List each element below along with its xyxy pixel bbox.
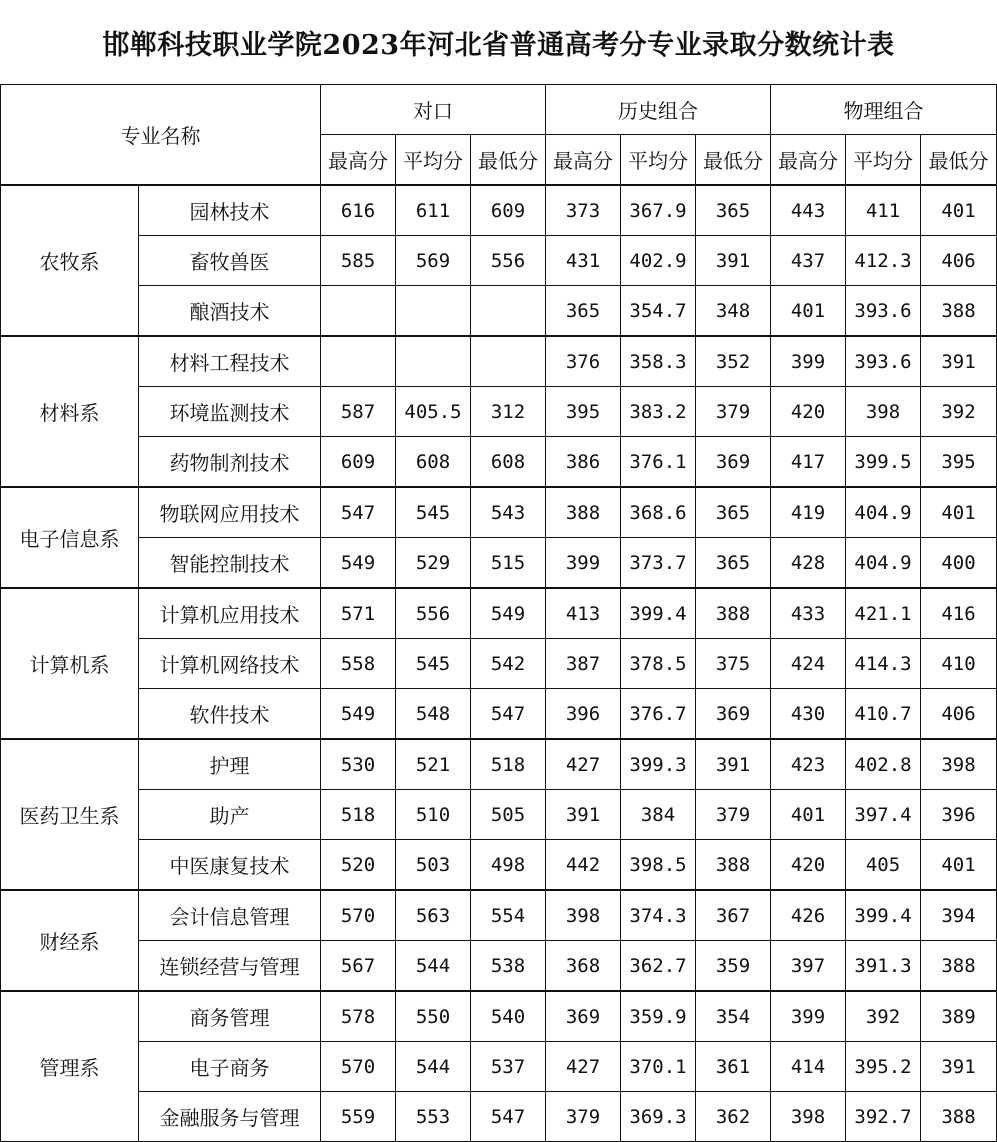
- score-cell: 367.9: [621, 185, 696, 236]
- score-cell: 391: [546, 790, 621, 840]
- score-cell: 537: [471, 1042, 546, 1092]
- score-cell: 379: [696, 790, 771, 840]
- score-cell: 530: [321, 739, 396, 790]
- score-cell: 549: [471, 588, 546, 639]
- score-cell: 369: [696, 689, 771, 740]
- score-cell: 367: [696, 890, 771, 941]
- score-cell: 391: [921, 336, 997, 387]
- score-cell: 558: [321, 639, 396, 689]
- score-cell: 411: [846, 185, 921, 236]
- score-cell: 395: [546, 387, 621, 437]
- department-name: 财经系: [1, 890, 139, 991]
- score-cell: 505: [471, 790, 546, 840]
- score-cell: 404.9: [846, 487, 921, 538]
- major-name: 材料工程技术: [139, 336, 321, 387]
- score-cell: 431: [546, 236, 621, 286]
- score-cell: 544: [396, 941, 471, 992]
- score-cell: 379: [546, 1092, 621, 1142]
- score-cell: 358.3: [621, 336, 696, 387]
- score-cell: 420: [771, 840, 846, 891]
- score-cell: 510: [396, 790, 471, 840]
- table-row: [1, 336, 997, 387]
- score-cell: 391: [921, 1042, 997, 1092]
- score-cell: 405: [846, 840, 921, 891]
- group-header-physics: 物理组合: [771, 85, 997, 135]
- score-cell: 420: [771, 387, 846, 437]
- score-cell: 417: [771, 437, 846, 488]
- score-cell: 570: [321, 890, 396, 941]
- major-name: 商务管理: [139, 991, 321, 1042]
- score-cell: 585: [321, 236, 396, 286]
- score-cell: 608: [396, 437, 471, 488]
- score-cell: 396: [921, 790, 997, 840]
- table-body: [1, 85, 997, 1142]
- score-cell: 397: [771, 941, 846, 992]
- score-cell: 401: [921, 840, 997, 891]
- major-name: 智能控制技术: [139, 538, 321, 589]
- score-cell: 430: [771, 689, 846, 740]
- score-cell: 412.3: [846, 236, 921, 286]
- score-cell: 401: [921, 185, 997, 236]
- score-cell: 362.7: [621, 941, 696, 992]
- score-cell: 428: [771, 538, 846, 589]
- score-cell: 437: [771, 236, 846, 286]
- table-row: [1, 790, 997, 840]
- subhead-avg: 平均分: [621, 135, 696, 186]
- score-cell: 413: [546, 588, 621, 639]
- subhead-avg: 平均分: [396, 135, 471, 186]
- table-row: [1, 1092, 997, 1142]
- score-cell: 521: [396, 739, 471, 790]
- score-cell: 388: [546, 487, 621, 538]
- score-cell: 378.5: [621, 639, 696, 689]
- major-name: 药物制剂技术: [139, 437, 321, 488]
- department-name: 计算机系: [1, 588, 139, 739]
- score-cell: 391: [696, 236, 771, 286]
- score-cell: 423: [771, 739, 846, 790]
- score-cell: 399.4: [621, 588, 696, 639]
- score-cell: 392: [921, 387, 997, 437]
- score-cell: 419: [771, 487, 846, 538]
- score-cell: 368.6: [621, 487, 696, 538]
- score-cell: [471, 336, 546, 387]
- major-name: 助产: [139, 790, 321, 840]
- department-name: 农牧系: [1, 185, 139, 336]
- major-name: 物联网应用技术: [139, 487, 321, 538]
- table-row: [1, 689, 997, 740]
- major-name: 护理: [139, 739, 321, 790]
- score-cell: 402.8: [846, 739, 921, 790]
- score-cell: 399: [771, 336, 846, 387]
- score-cell: 393.6: [846, 336, 921, 387]
- score-cell: 587: [321, 387, 396, 437]
- score-cell: 391: [696, 739, 771, 790]
- table-row: [1, 840, 997, 891]
- major-name: 会计信息管理: [139, 890, 321, 941]
- group-header-duikou: 对口: [321, 85, 546, 135]
- score-cell: 498: [471, 840, 546, 891]
- score-cell: 398: [546, 890, 621, 941]
- score-cell: 442: [546, 840, 621, 891]
- subhead-min: 最低分: [696, 135, 771, 186]
- score-cell: 402.9: [621, 236, 696, 286]
- department-name: 医药卫生系: [1, 739, 139, 890]
- header-row-groups: [1, 85, 997, 135]
- group-header-history: 历史组合: [546, 85, 771, 135]
- score-cell: 397.4: [846, 790, 921, 840]
- score-cell: 373.7: [621, 538, 696, 589]
- subhead-max: 最高分: [321, 135, 396, 186]
- score-cell: 414: [771, 1042, 846, 1092]
- major-name: 中医康复技术: [139, 840, 321, 891]
- score-cell: 545: [396, 639, 471, 689]
- score-cell: 426: [771, 890, 846, 941]
- score-cell: 383.2: [621, 387, 696, 437]
- score-cell: 563: [396, 890, 471, 941]
- score-cell: 443: [771, 185, 846, 236]
- score-cell: 373: [546, 185, 621, 236]
- score-cell: 414.3: [846, 639, 921, 689]
- major-name: 园林技术: [139, 185, 321, 236]
- score-cell: 370.1: [621, 1042, 696, 1092]
- score-cell: 547: [471, 689, 546, 740]
- score-cell: 387: [546, 639, 621, 689]
- score-cell: 609: [471, 185, 546, 236]
- score-table: [0, 84, 997, 1142]
- score-cell: [321, 286, 396, 337]
- department-name: 材料系: [1, 336, 139, 487]
- score-cell: 352: [696, 336, 771, 387]
- major-name: 酿酒技术: [139, 286, 321, 337]
- score-cell: 578: [321, 991, 396, 1042]
- table-row: [1, 538, 997, 589]
- score-cell: 396: [546, 689, 621, 740]
- score-cell: 399.4: [846, 890, 921, 941]
- major-name: 连锁经营与管理: [139, 941, 321, 992]
- score-cell: 399.5: [846, 437, 921, 488]
- table-row: [1, 890, 997, 941]
- score-cell: 529: [396, 538, 471, 589]
- score-cell: 388: [696, 840, 771, 891]
- major-name: 环境监测技术: [139, 387, 321, 437]
- subhead-max: 最高分: [546, 135, 621, 186]
- major-name: 电子商务: [139, 1042, 321, 1092]
- score-cell: 376: [546, 336, 621, 387]
- score-cell: 556: [396, 588, 471, 639]
- score-cell: 549: [321, 689, 396, 740]
- score-cell: 405.5: [396, 387, 471, 437]
- score-cell: [321, 336, 396, 387]
- score-cell: 401: [771, 790, 846, 840]
- score-cell: 553: [396, 1092, 471, 1142]
- score-cell: 569: [396, 236, 471, 286]
- score-cell: 361: [696, 1042, 771, 1092]
- score-cell: 545: [396, 487, 471, 538]
- score-cell: 395: [921, 437, 997, 488]
- score-cell: 515: [471, 538, 546, 589]
- score-cell: 421.1: [846, 588, 921, 639]
- table-row: [1, 991, 997, 1042]
- score-cell: 518: [471, 739, 546, 790]
- major-name-header: 专业名称: [1, 85, 321, 186]
- score-cell: 362: [696, 1092, 771, 1142]
- score-cell: 609: [321, 437, 396, 488]
- score-cell: 540: [471, 991, 546, 1042]
- score-cell: [396, 336, 471, 387]
- score-cell: 518: [321, 790, 396, 840]
- score-cell: 365: [696, 487, 771, 538]
- score-cell: 392: [846, 991, 921, 1042]
- score-cell: 399.3: [621, 739, 696, 790]
- table-row: [1, 941, 997, 992]
- score-cell: 379: [696, 387, 771, 437]
- score-cell: 406: [921, 236, 997, 286]
- major-name: 计算机网络技术: [139, 639, 321, 689]
- major-name: 金融服务与管理: [139, 1092, 321, 1142]
- score-cell: 354.7: [621, 286, 696, 337]
- table-row: [1, 387, 997, 437]
- score-cell: 550: [396, 991, 471, 1042]
- score-cell: 424: [771, 639, 846, 689]
- score-cell: 348: [696, 286, 771, 337]
- subhead-max: 最高分: [771, 135, 846, 186]
- table-row: [1, 639, 997, 689]
- score-cell: 503: [396, 840, 471, 891]
- score-cell: 376.1: [621, 437, 696, 488]
- table-row: [1, 437, 997, 488]
- major-name: 计算机应用技术: [139, 588, 321, 639]
- score-cell: 406: [921, 689, 997, 740]
- score-cell: 398: [846, 387, 921, 437]
- score-cell: 365: [696, 185, 771, 236]
- table-row: [1, 286, 997, 337]
- score-cell: 359.9: [621, 991, 696, 1042]
- score-cell: 404.9: [846, 538, 921, 589]
- table-row: [1, 185, 997, 236]
- table-row: [1, 588, 997, 639]
- score-cell: 375: [696, 639, 771, 689]
- score-cell: 369.3: [621, 1092, 696, 1142]
- title-bar: [0, 0, 997, 84]
- score-cell: 388: [921, 941, 997, 992]
- score-cell: 398.5: [621, 840, 696, 891]
- score-cell: 393.6: [846, 286, 921, 337]
- score-cell: 389: [921, 991, 997, 1042]
- score-cell: 547: [321, 487, 396, 538]
- score-cell: 388: [921, 286, 997, 337]
- score-cell: 410: [921, 639, 997, 689]
- score-cell: 567: [321, 941, 396, 992]
- score-cell: 384: [621, 790, 696, 840]
- score-cell: 559: [321, 1092, 396, 1142]
- table-row: [1, 487, 997, 538]
- score-cell: 399: [546, 538, 621, 589]
- major-name: 软件技术: [139, 689, 321, 740]
- score-cell: 394: [921, 890, 997, 941]
- score-cell: 401: [771, 286, 846, 337]
- table-row: [1, 1042, 997, 1092]
- score-cell: 410.7: [846, 689, 921, 740]
- subhead-min: 最低分: [471, 135, 546, 186]
- score-cell: 543: [471, 487, 546, 538]
- score-cell: 556: [471, 236, 546, 286]
- score-cell: 392.7: [846, 1092, 921, 1142]
- score-cell: 416: [921, 588, 997, 639]
- score-cell: 374.3: [621, 890, 696, 941]
- score-cell: 369: [696, 437, 771, 488]
- score-cell: 570: [321, 1042, 396, 1092]
- major-name: 畜牧兽医: [139, 236, 321, 286]
- score-cell: 359: [696, 941, 771, 992]
- score-cell: 554: [471, 890, 546, 941]
- department-name: 管理系: [1, 991, 139, 1142]
- score-cell: 611: [396, 185, 471, 236]
- score-cell: 399: [771, 991, 846, 1042]
- page-title: 邯郸科技职业学院2023年河北省普通高考分专业录取分数统计表: [102, 29, 895, 61]
- score-cell: 548: [396, 689, 471, 740]
- score-cell: 376.7: [621, 689, 696, 740]
- score-cell: 616: [321, 185, 396, 236]
- score-cell: 547: [471, 1092, 546, 1142]
- subhead-min: 最低分: [921, 135, 997, 186]
- table-row: [1, 236, 997, 286]
- score-cell: 388: [921, 1092, 997, 1142]
- score-cell: 400: [921, 538, 997, 589]
- score-cell: 608: [471, 437, 546, 488]
- score-cell: 427: [546, 1042, 621, 1092]
- department-name: 电子信息系: [1, 487, 139, 588]
- score-cell: 388: [696, 588, 771, 639]
- score-cell: 538: [471, 941, 546, 992]
- score-cell: 571: [321, 588, 396, 639]
- score-cell: 542: [471, 639, 546, 689]
- score-cell: 398: [921, 739, 997, 790]
- score-cell: [396, 286, 471, 337]
- score-cell: 520: [321, 840, 396, 891]
- score-cell: 365: [696, 538, 771, 589]
- score-cell: 368: [546, 941, 621, 992]
- score-cell: 312: [471, 387, 546, 437]
- score-cell: 391.3: [846, 941, 921, 992]
- table-row: [1, 739, 997, 790]
- score-cell: [471, 286, 546, 337]
- score-cell: 549: [321, 538, 396, 589]
- score-cell: 544: [396, 1042, 471, 1092]
- score-cell: 433: [771, 588, 846, 639]
- score-cell: 398: [771, 1092, 846, 1142]
- score-cell: 386: [546, 437, 621, 488]
- score-cell: 354: [696, 991, 771, 1042]
- subhead-avg: 平均分: [846, 135, 921, 186]
- score-cell: 369: [546, 991, 621, 1042]
- score-cell: 395.2: [846, 1042, 921, 1092]
- score-cell: 401: [921, 487, 997, 538]
- score-cell: 427: [546, 739, 621, 790]
- score-cell: 365: [546, 286, 621, 337]
